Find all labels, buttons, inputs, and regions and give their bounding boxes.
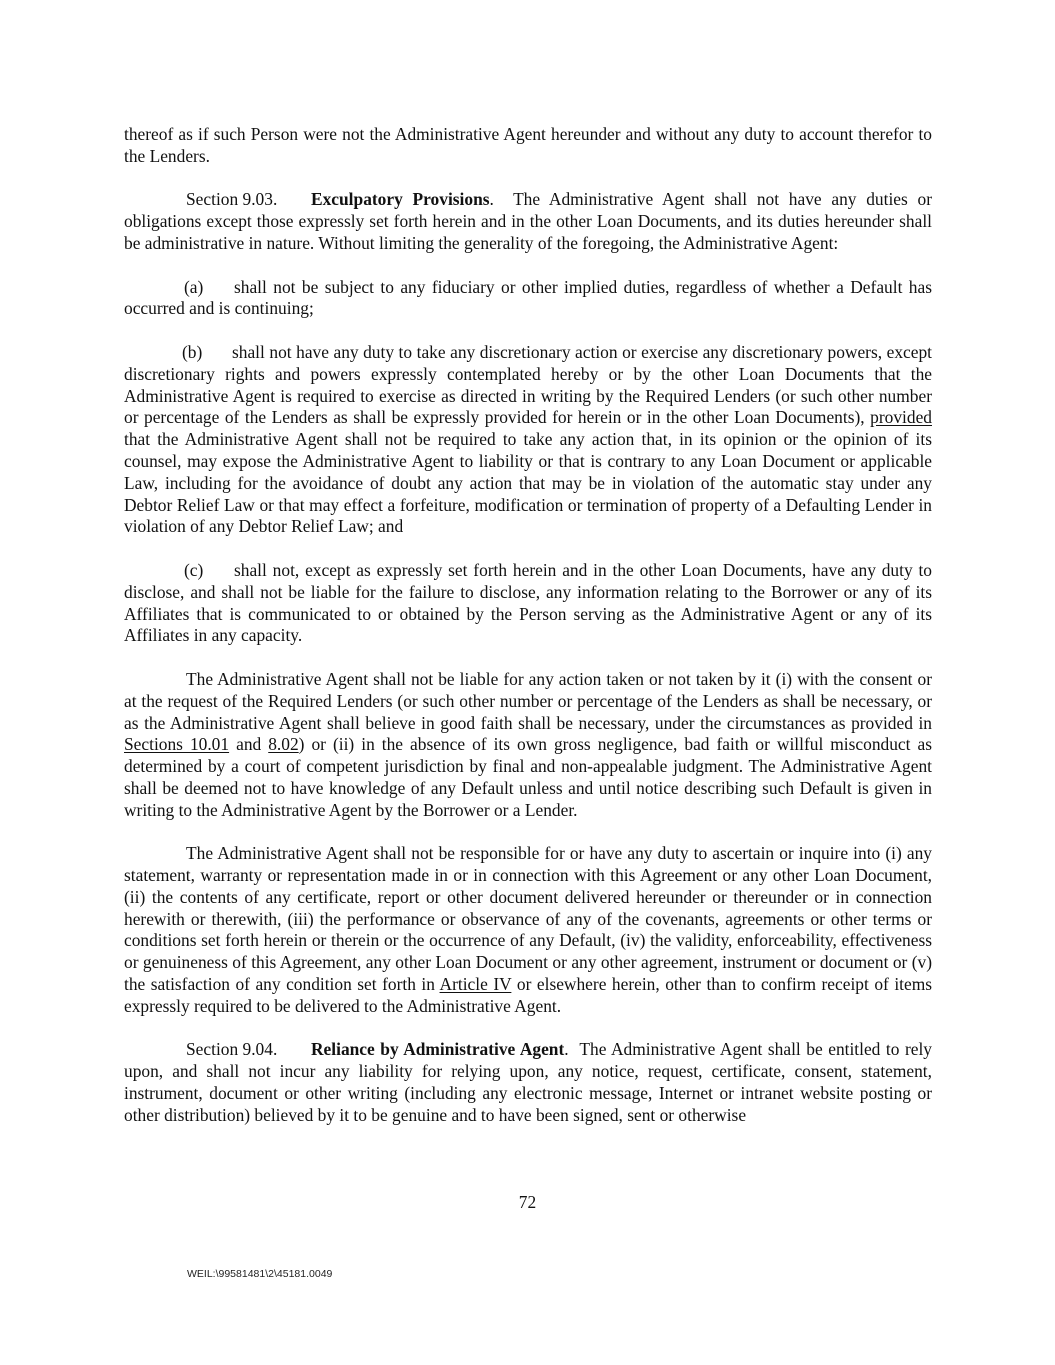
paragraph-text: The Administrative Agent shall not be liable for any action taken or not taken by it (i) with the consent or at the request of the Required Lenders (or such other number or percentage of the Lenders as shall be necessary, or as the Administrative Agent shall believe in good faith shall be necessary, under the circumstances as provided in: [124, 668, 932, 733]
section-text: The Administrative Agent shall be entitled to rely upon, and shall not incur any liability for relying upon, any notice, request, certificate, consent, statement, instrument, document or other writing (including any electronic message, Internet or intranet website posting or other distribution) believed by it to be genuine and to have been signed, sent or otherwise: [124, 1039, 932, 1125]
cross-reference-8-02[interactable]: 8.02: [268, 734, 299, 755]
provided-term: provided: [870, 407, 932, 428]
document-id-footer: WEIL:\99581481\2\45181.0049: [187, 1268, 333, 1280]
paragraph-responsibility: [124, 843, 932, 1017]
clause-text: shall not, except as expressly set forth herein and in the other Loan Documents, have any duty to disclose, and shall not be liable for the failure to disclose, any information relating to the Borrower or any of its Affiliates that is communicated to or obtained by the Person serving as the Administrative Agent or any of its Affiliates in any capacity.: [124, 559, 932, 646]
clause-a: [124, 277, 932, 321]
document-body: [124, 124, 932, 1148]
page-number: 72: [518, 1192, 537, 1212]
cross-reference-sections-10-01[interactable]: Sections 10.01: [124, 734, 230, 755]
clause-marker: (c): [184, 559, 204, 580]
paragraph-text-continued: ) or (ii) in the absence of its own gross negligence, bad faith or willful misconduct as determined by a court of competent jurisdiction by final and non-appealable judgment. The Administrative Agent shall be deemed not to have knowledge of any Default unless and until notice describing such Default is given in writing to the Administrative Agent by the Borrower or a Lender.: [124, 734, 932, 820]
section-9-03: [124, 189, 932, 254]
cross-reference-article-iv[interactable]: Article IV: [439, 974, 512, 995]
paragraph-text: The Administrative Agent shall not be responsible for or have any duty to ascertain or inquire into (i) any statement, warranty or representation made in or in connection with this Agreement or any other Loan Document, (ii) the contents of any certificate, report or other document delivered hereunder or thereunder or in connection herewith or therewith, (iii) the performance or observance of any of the covenants, agreements or other terms or conditions set forth herein or therein or the occurrence of any Default, (iv) the validity, enforceability, effectiveness or genuineness of this Agreement, any other Loan Document or any other agreement, instrument or document or (v) the satisfaction of any condition set forth in: [124, 843, 932, 995]
heading-period: .: [564, 1039, 569, 1060]
paragraph-text-continued: or elsewhere herein, other than to confirm receipt of items expressly required to be delivered to the Administrative Agent.: [124, 974, 933, 1016]
paragraph-liability: [124, 669, 932, 822]
conjunction: and: [236, 734, 262, 755]
section-heading: Reliance by Administrative Agent: [311, 1039, 565, 1060]
section-number: Section 9.03.: [186, 189, 278, 210]
clause-text: shall not have any duty to take any discretionary action or exercise any discretionary powers, except discretionary rights and powers expressly contemplated hereby or by the other Loan Documents that the Administrative Agent is required to exercise as directed in writing by the Required Lenders (or such other number or percentage of the Lenders as shall be expressly provided for herein or in the other Loan Documents),: [124, 341, 932, 428]
clause-text: shall not be subject to any fiduciary or other implied duties, regardless of whether a Default has occurred and is continuing;: [124, 276, 932, 319]
clause-marker: (a): [184, 276, 204, 297]
clause-b: [124, 342, 932, 538]
section-number: Section 9.04.: [186, 1039, 278, 1060]
paragraph-continuation: [124, 124, 932, 168]
paragraph-text: thereof as if such Person were not the Administrative Agent hereunder and without any duty to account therefor to the Lenders.: [124, 124, 932, 166]
section-9-04: [124, 1039, 932, 1126]
clause-text-continued: that the Administrative Agent shall not be required to take any action that, in its opinion or the opinion of its counsel, may expose the Administrative Agent to liability or that is contrary to any Loan Document or applicable Law, including for the avoidance of doubt any action that may be in violation of the automatic stay under any Debtor Relief Law or that may effect a forfeiture, modification or termination of property of a Defaulting Lender in violation of any Debtor Relief Law; and: [124, 429, 932, 537]
section-heading: Exculpatory Provisions: [311, 189, 490, 210]
section-text: The Administrative Agent shall not have any duties or obligations except those expressly set forth herein and in the other Loan Documents, and its duties hereunder shall be administrative in nature. Without limiting the generality of the foregoing, the Administrative Agent:: [124, 189, 932, 253]
heading-period: .: [489, 189, 494, 210]
clause-c: [124, 560, 932, 647]
clause-marker: (b): [182, 341, 203, 362]
